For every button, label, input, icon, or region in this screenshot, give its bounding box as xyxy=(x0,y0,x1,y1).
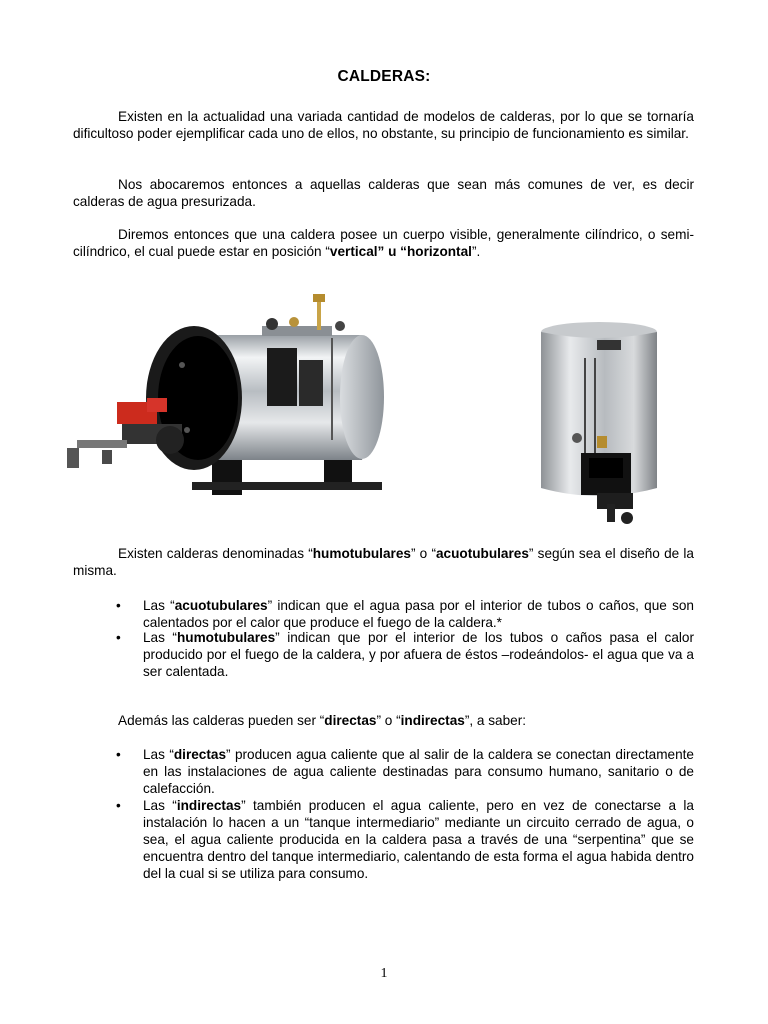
tube-types-text-2: ” o “ xyxy=(410,546,436,561)
bullet: • xyxy=(116,798,121,813)
bold-indirectas: indirectas xyxy=(400,713,465,728)
bullet: • xyxy=(116,598,121,613)
vertical-boiler-photo xyxy=(537,318,662,528)
list-item-text: Las “ xyxy=(143,598,175,613)
page-title: CALDERAS: xyxy=(337,68,431,85)
direct-indirect-text-1: Además las calderas pueden ser “ xyxy=(118,713,325,728)
bullet: • xyxy=(116,747,121,762)
list-item-directas xyxy=(143,746,694,797)
list-item-humotubulares xyxy=(143,629,694,680)
list-item-text: Las “ xyxy=(143,798,177,813)
list-item-acuotubulares xyxy=(143,597,694,631)
direct-indirect-text-3: ”, a saber: xyxy=(464,713,527,728)
tube-types-text-3: ” según sea el diseño de la misma. xyxy=(73,546,694,578)
list-item-bold: acuotubulares xyxy=(174,598,268,613)
list-item-bold: directas xyxy=(173,747,227,762)
horizontal-boiler-photo xyxy=(62,290,402,505)
list-item-bold: humotubulares xyxy=(176,630,276,645)
bullet: • xyxy=(116,630,121,645)
bold-humotubulares: humotubulares xyxy=(312,546,411,561)
paragraph-body-shape-end: ”. xyxy=(471,244,481,259)
bold-vertical-horizontal: vertical” u “horizontal xyxy=(329,244,472,259)
bold-directas: directas xyxy=(324,713,377,728)
paragraph-intro xyxy=(73,108,694,142)
list-item-text: ” indican que el agua pasa por el interior de tubos o caños, que son calentados por el calor que produce el fuego de la caldera.* xyxy=(143,598,694,630)
paragraph-body-shape xyxy=(73,226,694,260)
paragraph-pressurized-text: Nos abocaremos entonces a aquellas calderas que sean más comunes de ver, es decir calderas de agua presurizada. xyxy=(73,177,694,209)
list-item-text: Las “ xyxy=(143,630,177,645)
list-item-indirectas xyxy=(143,797,694,882)
paragraph-tube-types xyxy=(73,545,694,579)
bold-acuotubulares: acuotubulares xyxy=(435,546,529,561)
list-item-bold: indirectas xyxy=(176,798,242,813)
list-item-text: Las “ xyxy=(143,747,174,762)
page-number: 1 xyxy=(380,966,388,981)
direct-indirect-text-2: ” o “ xyxy=(376,713,401,728)
list-item-text: ” indican que por el interior de los tubos o caños pasa el calor producido por el fuego de la caldera, y por afuera de éstos –rodeándolos- el agua que va a ser calentada. xyxy=(143,630,694,679)
paragraph-body-shape-text: Diremos entonces que una caldera posee un cuerpo visible, generalmente cilíndrico, o semi-cilíndrico, el cual puede estar en posición “ xyxy=(73,227,694,259)
list-item-text: ” producen agua caliente que al salir de la caldera se conectan directamente en las instalaciones de agua caliente destinadas para consumo humano, sanitario o de calefacción. xyxy=(143,747,694,796)
list-item-text: ” también producen el agua caliente, pero en vez de conectarse a la instalación lo hacen a un “tanque intermediario” mediante un circuito cerrado de agua, o sea, el agua caliente producida en la caldera pasa a través de una “serpentina” que se encuentra dentro del tanque intermediario, calentando de esta forma el agua habida dentro del la cual si se utiliza para consumo. xyxy=(143,798,694,881)
paragraph-pressurized xyxy=(73,176,694,210)
paragraph-intro-text: Existen en la actualidad una variada cantidad de modelos de calderas, por lo que se tornaría dificultoso poder ejemplificar cada uno de ellos, no obstante, su principio de funcionamiento es similar. xyxy=(73,109,694,141)
paragraph-direct-indirect xyxy=(73,712,694,729)
tube-types-text-1: Existen calderas denominadas “ xyxy=(118,546,313,561)
